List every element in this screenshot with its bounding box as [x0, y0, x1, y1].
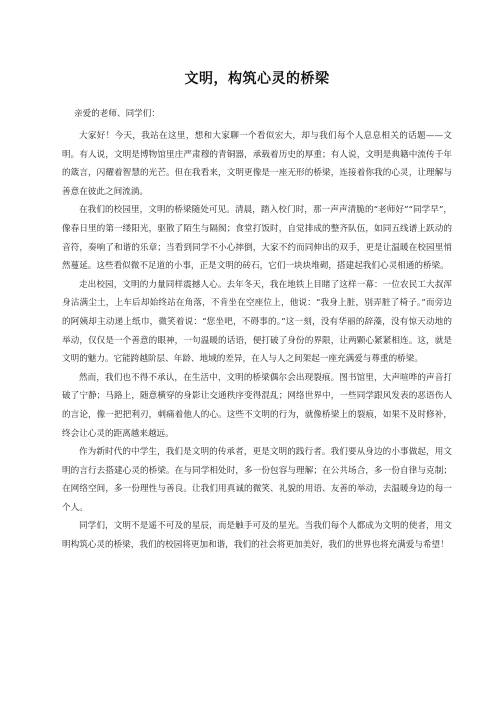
paragraph-1: 大家好！今天，我站在这里，想和大家聊一个看似宏大，却与我们每个人息息相关的话题——文明。有人说，文明是博物馆里庄严肃穆的青铜器，承载着历史的厚重；有人说，文明是典籍中流传千年的箴言，闪耀着智慧的光芒。但在我看来，文明更像是一座无形的桥梁，连接着你我的心灵，让理解与善意在彼此之间流淌。	[62, 131, 452, 197]
paragraph-2: 在我们的校园里，文明的桥梁随处可见。清晨，踏入校门时，那一声声清脆的“老师好”“同学早”，像春日里的第一缕阳光，驱散了陌生与隔阂；食堂打饭时，自觉排成的整齐队伍，如同五线谱上跃动的音符，奏响了和谐的乐章；当看到同学不小心摔倒，大家不约而同伸出的双手，更是让温暖在校园里悄然蔓延。这些看似微不足道的小事，正是文明的砖石，它们一块块堆砌，搭建起我们心灵相通的桥梁。	[62, 205, 452, 272]
paragraph-5: 作为新时代的中学生，我们是文明的传承者，更是文明的践行者。我们要从身边的小事做起，用文明的言行去搭建心灵的桥梁。在与同学相处时，多一份包容与理解；在公共场合，多一份自律与克制；在网络空间，多一份理性与善良。让我们用真诚的微笑、礼貌的用语、友善的举动，去温暖身边的每一个人。	[62, 447, 452, 513]
paragraph-4: 然而，我们也不得不承认，在生活中，文明的桥梁偶尔会出现裂痕。图书馆里，大声喧哗的声音打破了宁静；马路上，随意横穿的身影让交通秩序变得混乱；网络世界中，一些同学跟风发表的恶语伤人的言论，像一把把利刃，刺痛着他人的心。这些不文明的行为，就像桥梁上的裂痕，如果不及时修补，终会让心灵的距离越来越远。	[62, 372, 452, 439]
document-title: 文明，构筑心灵的桥梁	[184, 71, 330, 87]
document-page	[62, 68, 452, 555]
paragraph-6: 同学们，文明不是遥不可及的星辰，而是触手可及的星光。当我们每个人都成为文明的使者，用文明构筑心灵的桥梁，我们的校园将更加和谐，我们的社会将更加美好，我们的世界也将充满爱与希望！	[62, 521, 452, 551]
paragraph-3: 走出校园，文明的力量同样震撼人心。去年冬天，我在地铁上目睹了这样一幕：一位农民工大叔浑身沾满尘土，上车后却始终站在角落，不肯坐在空座位上，他说：“我身上脏，别弄脏了椅子。”而旁边的阿姨却主动递上纸巾，微笑着说：“您坐吧，不碍事的。”这一刻，没有华丽的辞藻，没有惊天动地的举动，仅仅是一个善意的眼神，一句温暖的话语，便打破了身份的界限，让两颗心紧紧相连。这，就是文明的魅力。它能跨越阶层、年龄、地域的差异，在人与人之间架起一座充满爱与尊重的桥梁。	[62, 279, 452, 365]
salutation: 亲爱的老师、同学们：	[74, 109, 160, 119]
